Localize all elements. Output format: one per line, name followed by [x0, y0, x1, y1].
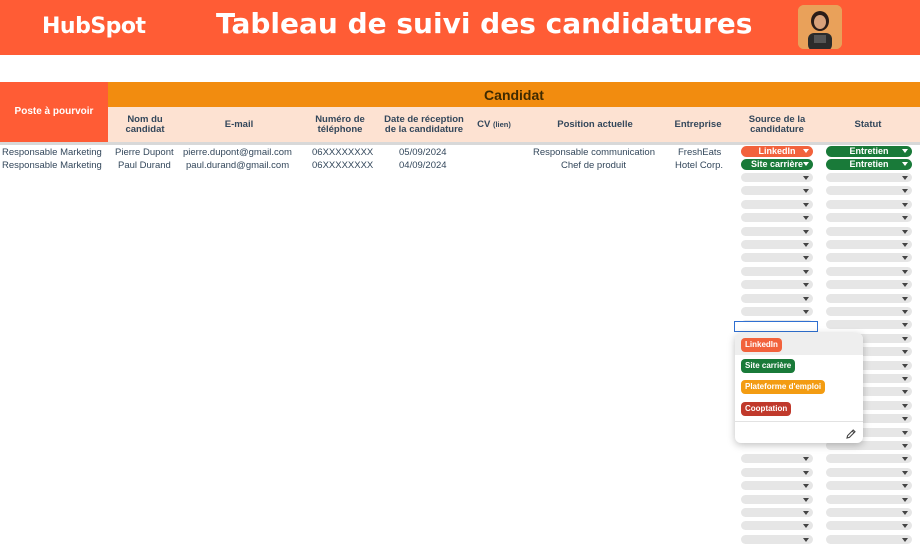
- source-dropdown-empty[interactable]: [741, 495, 813, 504]
- source-value-1: LinkedIn: [758, 146, 796, 156]
- source-dropdown-empty[interactable]: [741, 253, 813, 262]
- chevron-down-icon: [902, 524, 908, 528]
- statut-dropdown-1[interactable]: [826, 146, 912, 157]
- hubspot-logo: HubSpot: [42, 14, 146, 39]
- chevron-down-icon: [803, 283, 809, 287]
- source-dropdown-empty[interactable]: [741, 213, 813, 222]
- chevron-down-icon: [803, 297, 809, 301]
- chevron-down-icon: [803, 498, 809, 502]
- statut-dropdown-2[interactable]: [826, 159, 912, 170]
- statut-dropdown-empty[interactable]: [826, 227, 912, 236]
- column-header-statut[interactable]: Statut: [854, 118, 882, 130]
- cell-telephone-1[interactable]: 06XXXXXXXX: [312, 147, 374, 158]
- statut-dropdown-empty[interactable]: [826, 495, 912, 504]
- statut-dropdown-empty[interactable]: [826, 240, 912, 249]
- source-dropdown-empty[interactable]: [741, 200, 813, 209]
- chevron-down-icon: [902, 149, 908, 153]
- source-dropdown-empty[interactable]: [741, 468, 813, 477]
- statut-value-1: Entretien: [849, 146, 889, 156]
- option-cooptation[interactable]: Cooptation: [741, 402, 791, 416]
- statut-dropdown-empty[interactable]: [826, 468, 912, 477]
- cell-nom-1[interactable]: Pierre Dupont: [115, 147, 174, 158]
- chevron-down-icon: [902, 216, 908, 220]
- dropdown-divider: [735, 421, 863, 422]
- statut-dropdown-empty[interactable]: [826, 280, 912, 289]
- chevron-down-icon: [803, 511, 809, 515]
- pencil-icon[interactable]: [845, 427, 857, 439]
- chevron-down-icon: [902, 256, 908, 260]
- chevron-down-icon: [902, 297, 908, 301]
- header-divider: [0, 142, 920, 145]
- column-header-cv[interactable]: [468, 107, 520, 142]
- cell-position-2[interactable]: Chef de produit: [561, 160, 626, 171]
- option-linkedin[interactable]: LinkedIn: [741, 338, 782, 352]
- statut-dropdown-empty[interactable]: [826, 307, 912, 316]
- source-dropdown-empty[interactable]: [741, 173, 813, 182]
- cell-poste-2[interactable]: Responsable Marketing: [2, 160, 102, 171]
- source-dropdown-empty[interactable]: [741, 280, 813, 289]
- column-header-source[interactable]: Source de la candidature: [748, 113, 806, 135]
- statut-dropdown-empty[interactable]: [826, 320, 912, 329]
- chevron-down-icon: [803, 149, 809, 153]
- group-header-label: Candidat: [484, 87, 544, 103]
- column-header-cv-label: CV: [477, 118, 491, 130]
- source-dropdown-empty[interactable]: [741, 454, 813, 463]
- chevron-down-icon: [902, 511, 908, 515]
- chevron-down-icon: [902, 310, 908, 314]
- cell-poste-1[interactable]: Responsable Marketing: [2, 147, 102, 158]
- column-header-cv-note: (lien): [492, 119, 511, 129]
- column-header-telephone[interactable]: Numéro de téléphone: [315, 113, 365, 135]
- statut-dropdown-empty[interactable]: [826, 253, 912, 262]
- page-title: Tableau de suivi des candidatures: [216, 7, 753, 40]
- source-dropdown-2[interactable]: [741, 159, 813, 170]
- column-header-entreprise[interactable]: Entreprise: [674, 118, 722, 130]
- cell-email-2[interactable]: paul.durand@gmail.com: [186, 160, 290, 171]
- cell-date-1[interactable]: 05/09/2024: [399, 147, 447, 158]
- active-source-cell[interactable]: [734, 321, 818, 332]
- chevron-down-icon: [902, 377, 908, 381]
- column-header-email[interactable]: E-mail: [224, 118, 254, 130]
- chevron-down-icon: [902, 417, 908, 421]
- chevron-down-icon: [902, 270, 908, 274]
- column-header-position[interactable]: Position actuelle: [557, 118, 633, 130]
- header-banner: [0, 0, 920, 55]
- chevron-down-icon: [902, 390, 908, 394]
- source-dropdown-empty[interactable]: [741, 227, 813, 236]
- chevron-down-icon: [803, 524, 809, 528]
- cell-email-1[interactable]: pierre.dupont@gmail.com: [183, 147, 292, 158]
- source-dropdown-empty[interactable]: [741, 481, 813, 490]
- statut-dropdown-empty[interactable]: [826, 508, 912, 517]
- chevron-down-icon: [902, 203, 908, 207]
- source-options-dropdown: [735, 333, 863, 443]
- chevron-down-icon: [902, 337, 908, 341]
- cell-telephone-2[interactable]: 06XXXXXXXX: [312, 160, 374, 171]
- statut-dropdown-empty[interactable]: [826, 173, 912, 182]
- source-dropdown-empty[interactable]: [741, 508, 813, 517]
- cell-entreprise-1[interactable]: FreshEats: [678, 147, 722, 158]
- person-avatar-icon: [798, 5, 842, 49]
- chevron-down-icon: [902, 431, 908, 435]
- source-dropdown-empty[interactable]: [741, 307, 813, 316]
- cell-entreprise-2[interactable]: Hotel Corp.: [675, 160, 724, 171]
- cell-position-1[interactable]: Responsable communication: [533, 147, 655, 158]
- column-header-row: [108, 107, 920, 142]
- chevron-down-icon: [902, 283, 908, 287]
- chevron-down-icon: [902, 471, 908, 475]
- column-header-poste-label: Poste à pourvoir: [14, 106, 94, 117]
- chevron-down-icon: [803, 256, 809, 260]
- chevron-down-icon: [803, 162, 809, 166]
- option-site-carriere[interactable]: Site carrière: [741, 359, 795, 373]
- chevron-down-icon: [902, 457, 908, 461]
- source-dropdown-1[interactable]: [741, 146, 813, 157]
- chevron-down-icon: [803, 270, 809, 274]
- cell-date-2[interactable]: 04/09/2024: [399, 160, 447, 171]
- statut-dropdown-empty[interactable]: [826, 521, 912, 530]
- chevron-down-icon: [803, 176, 809, 180]
- statut-dropdown-empty[interactable]: [826, 213, 912, 222]
- chevron-down-icon: [803, 538, 809, 542]
- statut-dropdown-empty[interactable]: [826, 294, 912, 303]
- column-header-poste[interactable]: [0, 82, 108, 142]
- chevron-down-icon: [902, 323, 908, 327]
- chevron-down-icon: [902, 243, 908, 247]
- statut-value-2: Entretien: [849, 159, 889, 169]
- statut-dropdown-empty[interactable]: [826, 200, 912, 209]
- cell-nom-2[interactable]: Paul Durand: [118, 160, 171, 171]
- chevron-down-icon: [803, 310, 809, 314]
- option-plateforme-emploi[interactable]: Plateforme d'emploi: [741, 380, 825, 394]
- source-dropdown-empty[interactable]: [741, 240, 813, 249]
- chevron-down-icon: [902, 176, 908, 180]
- chevron-down-icon: [803, 203, 809, 207]
- column-header-date[interactable]: Date de réception de la candidature: [384, 113, 464, 135]
- statut-dropdown-empty[interactable]: [826, 481, 912, 490]
- statut-dropdown-empty[interactable]: [826, 186, 912, 195]
- chevron-down-icon: [803, 230, 809, 234]
- chevron-down-icon: [902, 404, 908, 408]
- source-dropdown-empty[interactable]: [741, 186, 813, 195]
- chevron-down-icon: [902, 364, 908, 368]
- chevron-down-icon: [803, 243, 809, 247]
- chevron-down-icon: [803, 216, 809, 220]
- statut-dropdown-empty[interactable]: [826, 454, 912, 463]
- source-dropdown-empty[interactable]: [741, 267, 813, 276]
- chevron-down-icon: [902, 162, 908, 166]
- group-header-candidat[interactable]: [108, 82, 920, 107]
- column-header-nom[interactable]: Nom du candidat: [125, 113, 165, 135]
- statut-dropdown-empty[interactable]: [826, 267, 912, 276]
- statut-dropdown-empty[interactable]: [826, 535, 912, 544]
- source-dropdown-empty[interactable]: [741, 535, 813, 544]
- chevron-down-icon: [902, 350, 908, 354]
- chevron-down-icon: [902, 484, 908, 488]
- source-value-2: Site carrière: [750, 159, 804, 169]
- chevron-down-icon: [803, 471, 809, 475]
- chevron-down-icon: [803, 457, 809, 461]
- chevron-down-icon: [902, 538, 908, 542]
- chevron-down-icon: [803, 189, 809, 193]
- chevron-down-icon: [902, 498, 908, 502]
- chevron-down-icon: [902, 230, 908, 234]
- chevron-down-icon: [902, 444, 908, 448]
- chevron-down-icon: [902, 189, 908, 193]
- source-dropdown-empty[interactable]: [741, 294, 813, 303]
- source-dropdown-empty[interactable]: [741, 521, 813, 530]
- chevron-down-icon: [803, 484, 809, 488]
